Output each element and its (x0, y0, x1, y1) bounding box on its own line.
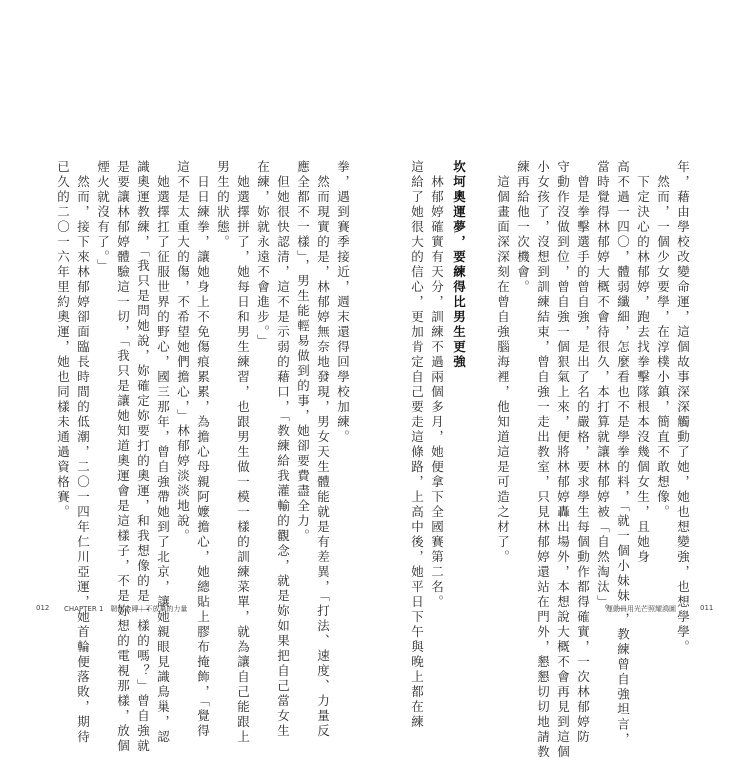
text-column: 這個畫面深深刻在曾自強腦海裡，他知道這是可造之材了。 (495, 175, 511, 565)
text-column: 當時覺得林郁婷大概不會待很久，本打算就讓林郁婷被「自然淘汰」。 (595, 160, 611, 619)
text-column: 煙火就沒有了。」 (95, 160, 111, 274)
page-number-left: 012 (36, 604, 50, 612)
text-column: 然而現實的是，林郁婷無奈地發現，男女天生體能就是有差異，「打法、速度、力量反 (315, 175, 331, 739)
running-head-left: CHAPTER 1 韌性金磚｜不放棄的力量 (64, 605, 188, 613)
text-column: 然而，一個少女要學，在淳樸小鎮，簡直不敢想像。 (655, 175, 671, 520)
text-column: 但她很快認清，這不是示弱的藉口，「教練給我灌輸的觀念，就是妳如果把自己當女生 (275, 175, 291, 739)
section-heading: 坎坷奧運夢，要練得比男生更強 (451, 160, 467, 370)
text-column: 在練，妳就永遠不會進步。」 (255, 160, 271, 349)
text-column: 她選擇拼了，她每日和男生練習，也跟男生做一模一樣的訓練菜單，就為讓自己能跟上 (235, 175, 251, 745)
text-column: 年，藉由學校改變命運，這個故事深深觸動了她，她也想變強，也想學學。 (675, 160, 691, 655)
text-column: 是要讓林郁婷體驗這一切，「我只是讓她知道奧運會是這樣子，不是妳想的電視那樣，放個 (115, 160, 131, 754)
text-column: 識奧運教練，「我只是問她說，妳確定妳要打的奧運，和我想像的是一樣的嗎？」曾自強就 (135, 160, 151, 754)
text-column: 男生的狀態。 (215, 160, 231, 250)
text-column: 她選擇扛了征服世界的野心，國三那年，曾自強帶她到了北京，讓她親眼見識鳥巢，認 (155, 175, 171, 745)
running-head-right: 運動員用光芒照耀鴻圖 (606, 605, 676, 613)
text-column: 日日練拳，讓她身上不免傷痕累累，為擔心母親阿嬤擔心，她總貼上膠布掩飾，「覺得 (195, 175, 211, 739)
text-column: 林郁婷確實有天分，訓練不過兩個多月，她便拿下全國賽第二名。 (429, 175, 445, 610)
text-column: 拳，遇到賽季接近，週末還得回學校加練。 (335, 160, 351, 445)
text-column: 曾是拳擊選手的曾自強，是出了名的嚴格，要求學生每個動作都得確實，一次林郁婷防 (575, 175, 591, 745)
text-column: 應全都不一樣」，男生能輕易做到的事，她卻要費盡全力。 (295, 160, 311, 544)
page-number-right: 011 (700, 604, 714, 612)
text-column: 守動作沒做到位，曾自強一個狠氣上來，便將林郁婷轟出場外，本想說大概不會再見到這個 (555, 160, 571, 760)
text-column: 然而，接下來林郁婷卻面臨長時間的低潮，二〇一四年仁川亞運，她首輪便落敗，期待 (75, 175, 91, 745)
text-column: 已久的二〇一六年里約奧運，她也同樣未通過資格賽。 (55, 160, 71, 520)
text-column: 這給了她很大的信心，更加肯定自己要走這條路，上高中後，她平日下午與晚上都在練 (409, 160, 425, 730)
text-column: 高不過一四〇，體弱纖細，怎麼看也不是學拳的料，「就一個小妹妹」，教練曾自強坦言， (615, 160, 631, 748)
text-column: 下定決心的林郁婷，跑去找拳擊隊根本沒幾個女生，且她身 (635, 175, 651, 565)
text-column: 練再給他一次機會。 (515, 160, 531, 295)
text-column: 小女孩了，沒想到訓練結束，曾自強一走出教室，只見林郁婷還站在門外，懇懇切切地請教 (535, 160, 551, 760)
text-column: 這不是太重大的傷，不希望她們擔心，」林郁婷淡淡地說。 (175, 160, 191, 544)
